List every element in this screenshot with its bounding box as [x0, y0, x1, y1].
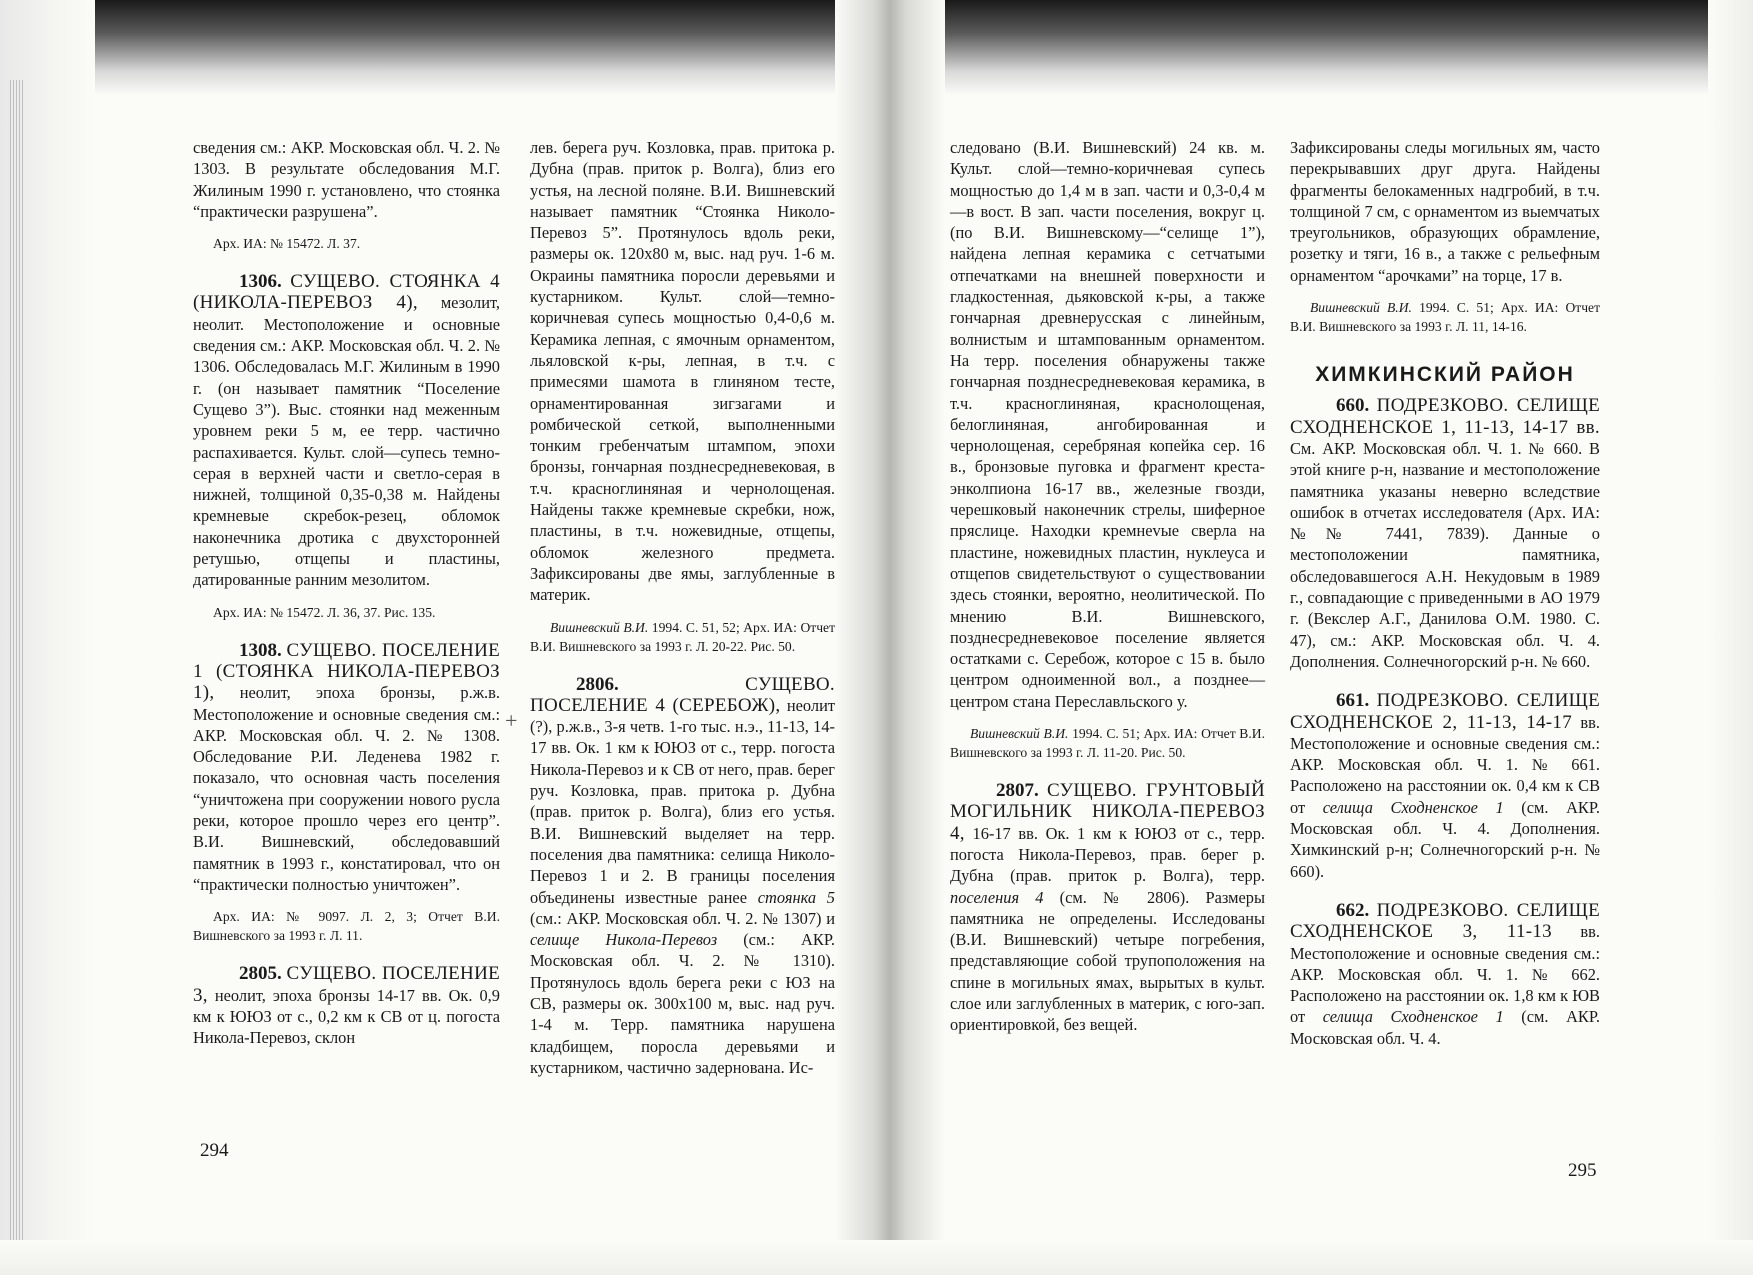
ref-author: Вишневский В.И.: [970, 726, 1069, 742]
bibliographic-reference: [950, 724, 1265, 762]
entry-1308: [193, 640, 500, 896]
entry-italic: поселения 4: [950, 887, 1044, 907]
bibliographic-reference: [530, 618, 835, 656]
entry-heading: СУЩЕВО. ГРУНТОВЫЙ МОГИЛЬНИК НИКОЛА-ПЕРЕВОЗ 4,: [950, 780, 1265, 844]
entry-heading: СУЩЕВО. ПОСЕЛЕНИЕ 3,: [193, 963, 500, 1006]
ref-details: 1994. С. 51, 52; Арх. ИА: Отчет В.И. Вишневского за 1993 г. Л. 20-22. Рис. 50.: [530, 619, 836, 654]
entry-text: (см. № 2806). Размеры памятника не определены. Исследованы (В.И. Вишневский) четыре погребения, представляющие собой трупоположения на спине в могильных ямах, вырытых в культ. слое или заглубленных в материк, с юго-зап. ориентировкой, без вещей.: [950, 887, 1265, 1035]
book-right-edge: [1708, 0, 1753, 1275]
entry-text: (см. АКР. Московская обл. Ч. 4.: [1290, 1007, 1601, 1048]
archive-reference: Арх. ИА: № 15472. Л. 36, 37. Рис. 135.: [213, 604, 436, 620]
district-heading: ХИМКИНСКИЙ РАЙОН: [1315, 363, 1575, 387]
page-number-left: 294: [200, 1140, 229, 1161]
entry-number: 662.: [1336, 899, 1370, 921]
continued-text: сведения см.: АКР. Московская обл. Ч. 2. № 1303. В результате обследования М.Г. Жилиным 1990 г. установлено, что стоянка “практически разрушена”.: [193, 138, 500, 221]
entry-number: 2807.: [996, 780, 1039, 802]
ref-author: Вишневский В.И.: [1310, 300, 1412, 316]
entry-heading: ПОДРЕЗКОВО. СЕЛИЩЕ СХОДНЕНСКОЕ 1, 11-13, 14-17 вв.: [1290, 395, 1600, 438]
entry-heading: ПОДРЕЗКОВО. СЕЛИЩЕ СХОДНЕНСКОЕ 2, 11-13, 14-17: [1290, 690, 1600, 733]
ref-author: Вишневский В.И.: [550, 619, 649, 635]
entry-662: [1290, 900, 1600, 1049]
book-gutter: [835, 0, 945, 1275]
entry-heading: СУЩЕВО. ПОСЕЛЕНИЕ 4 (СЕРЕБОЖ),: [530, 673, 835, 716]
crosshair-mark: +: [505, 708, 518, 733]
entry-text: неолит (?), р.ж.в., 3-я четв. 1-го тыс. н.э., 11-13, 14-17 вв. Ок. 1 км к ЮЮЗ от с., терр. погоста Никола-Перевоз и к СВ от него, прав. берег руч. Козловка, прав. притока р. Дубна (прав. приток р. Волга), близ его устья. В.И. Вишневский выделяет на терр. поселения два памятника: селища Николо-Перевоз 1 и 2. В границы поселения объединены известные ранее: [530, 695, 835, 907]
page-number-right: 295: [1568, 1160, 1597, 1181]
entry-660: [1290, 395, 1600, 672]
entry-text: неолит, эпоха бронзы 14-17 вв. Ок. 0,9 км к ЮЮЗ от с., 0,2 км к СВ от ц. погоста Никола-Перевоз, склон: [193, 985, 500, 1048]
entry-2806: [530, 674, 835, 1079]
ref-details: 1994. С. 51; Арх. ИА: Отчет В.И. Вишневского за 1993 г. Л. 11-20. Рис. 50.: [950, 726, 1265, 761]
entry-heading: СУЩЕВО. СТОЯНКА 4 (НИКОЛА-ПЕРЕВОЗ 4),: [193, 271, 500, 314]
entry-italic: селище Никола-Перевоз: [530, 930, 718, 950]
left-page-column-1: [193, 137, 500, 1048]
archive-reference: Арх. ИА: № 9097. Л. 2, 3; Отчет В.И. Вишневского за 1993 г. Л. 11.: [193, 909, 500, 944]
entry-text: вв. Местоположение и основные сведения см.: АКР. Московская обл. Ч. 1. № 662. Расположено на расстоянии ок. 1,8 км к ЮВ от: [1290, 922, 1600, 1027]
entry-text: (см.: АКР. Московская обл. Ч. 2. № 1310). Протянулось вдоль берега реки с ЮЗ на СВ, размеры ок. 300х100 м, выс. над руч. 1-4 м. Терр. памятника нарушена кладбищем, поросла деревьями и кустарником, частично задернована. Ис-: [530, 930, 835, 1077]
entry-text: неолит, эпоха бронзы, р.ж.в. Местоположение и основные сведения см.: АКР. Московская обл. Ч. 2. № 1308. Обследование Р.И. Леденева 1982 г. показало, что основная часть поселения “уничтожена при сооружении нового русла реки, которое прошло через его центр”. В.И. Вишневский, обследовавший памятник в 1993 г., констатировал, что он “практически полностью уничтожен”.: [193, 683, 500, 894]
entry-number: 1306.: [239, 271, 282, 293]
book-bottom-edge: [0, 1240, 1753, 1275]
archive-reference: Арх. ИА: № 15472. Л. 37.: [213, 236, 361, 252]
right-page-column-2: [1290, 137, 1600, 1049]
entry-number: 2805.: [239, 963, 282, 985]
right-page-column-1: [950, 137, 1265, 1036]
left-page-column-2: [530, 137, 835, 1078]
continued-text: лев. берега руч. Козловка, прав. притока р. Дубна (прав. приток р. Волга), близ его устья, на лесной поляне. В.И. Вишневский называет памятник “Стоянка Николо-Перевоз 5”. Протянулось вдоль реки, размеры ок. 120х80 м, выс. над руч. 1-6 м. Окраины памятника поросли деревьями и кустарником. Культ. слой—темно-коричневая супесь мощностью 0,4-0,6 м. Керамика лепная, с ямочным орнаментом, льяловской к-ры, лепная, в т.ч. с примесями шамота в глиняном тесте, орнаментированная зигзагами и ромбической сеткой, выполненными тонким гребенчатым штампом, эпохи бронзы, гончарная позднесредневековая, в т.ч. красноглиняная и чернолощеная. Найдены также кремневые скребки, нож, пластины, в т.ч. ножевидные, отщепы, обломок железного предмета. Зафиксированы две ямы, заглубленные в материк.: [530, 138, 835, 605]
entry-text: (см. АКР. Московская обл. Ч. 4. Дополнения. Химкинский р-н; Солнечногорский р-н. № 660).: [1290, 797, 1601, 881]
book-left-edge: [0, 0, 95, 1275]
entry-1306: [193, 271, 500, 590]
entry-italic: селища Сходненское 1: [1322, 797, 1504, 817]
entry-number: 2806.: [576, 673, 619, 695]
entry-2807: [950, 780, 1265, 1036]
entry-number: 660.: [1336, 395, 1370, 417]
continued-text: следовано (В.И. Вишневский) 24 кв. м. Культ. слой—темно-коричневая супесь мощностью до 1,4 м в зап. части и 0,3-0,4 м—в вост. В зап. части поселения, вокруг ц. (по В.И. Вишневскому—“селище 1”), найдена лепная керамика с сетчатыми отпечатками на внешней поверхности и гладкостенная, дьяковской к-ры, а также гончарная древнерусская с линейным, волнистым и штампованным орнаментом. На терр. поселения обнаружены также гончарная позднесредневековая керамика, в т.ч. красноглиняная, краснолощеная, белоглиняная, ангобированная и чернолощеная, серебряная копейка сер. 16 в., бронзовые пуговка и фрагмент креста-энколпиона 16-17 вв., железные гвозди, черешковый наконечник стрелы, шиферное пряслице. Находки кремнevые сверла на пластине, ножевидных пластин, нуклеуса и отщепов свидетельствуют о существовании здесь стоянки, вероятно, неолитической. По мнению В.И. Вишневского, позднесредневековое поселение является остатками с. Серебож, которое с 15 в. было центром одноименной вол., а позднее—центром стана Переславльского у.: [950, 138, 1265, 711]
entry-heading: ПОДРЕЗКОВО. СЕЛИЩЕ СХОДНЕНСКОЕ 3, 11-13: [1290, 899, 1600, 943]
entry-number: 661.: [1336, 690, 1370, 712]
entry-italic: стоянка 5: [757, 887, 835, 907]
entry-italic: селища Сходненское 1: [1322, 1007, 1504, 1027]
entry-text: (см.: АКР. Московская обл. Ч. 2. № 1307) и: [530, 908, 835, 928]
entry-heading: СУЩЕВО. ПОСЕЛЕНИЕ 1 (СТОЯНКА НИКОЛА-ПЕРЕВОЗ 1),: [193, 639, 500, 704]
continued-text: Зафиксированы следы могильных ям, часто перекрывавших друг друга. Найдены фрагменты белокаменных надгробий, в т.ч. толщиной 7 см, с орнаментом из выемчатых треугольников, образующих обрамление, розетку и тяги, 16 в., а также с рельефным орнаментом “арочками” на торце, 17 в.: [1290, 138, 1600, 285]
entry-661: [1290, 690, 1600, 882]
entry-text: См. АКР. Московская обл. Ч. 1. № 660. В этой книге р-н, название и местоположение памятника указаны неверно вследствие ошибок в отчетах исследователя (Арх. ИА: №№ 7441, 7839). Данные о местоположении памятника, обследовавшегося А.Н. Некудовым в 1989 г., совпадающие с приведенными в АО 1979 г. (Векслер А.Г., Данилова О.М. 1980. С. 47), см.: АКР. Московская обл. Ч. 4. Дополнения. Солнечногорский р-н. № 660.: [1290, 438, 1600, 671]
entry-2805: [193, 963, 500, 1048]
bibliographic-reference: [1290, 298, 1600, 336]
entry-text: 16-17 вв. Ок. 1 км к ЮЮЗ от с., терр. погоста Никола-Перевоз, прав. берег р. Дубна (прав. приток р. Волга), терр.: [950, 823, 1265, 886]
entry-number: 1308.: [239, 639, 282, 661]
entry-text: мезолит, неолит. Местоположение и основные сведения см.: АКР. Московская обл. Ч. 2. № 1306. Обследовалась М.Г. Жилиным в 1990 г. (он называет памятник “Поселение Сущево 3”). Выс. стоянки над меженным уровнем реки 5 м, ее терр. частично распахивается. Культ. слой—супесь темно-серая в верхней части и светло-серая в нижней, толщиной 0,35-0,38 м. Найдены кремневые скребок-резец, обломок наконечника дротика с двухсторонней ретушью, отщепы и пластины, датированные ранним мезолитом.: [193, 293, 500, 590]
ref-details: 1994. С. 51; Арх. ИА: Отчет В.И. Вишневского за 1993 г. Л. 11, 14-16.: [1290, 300, 1601, 335]
page-edges: [10, 80, 24, 1250]
entry-text: вв. Местоположение и основные сведения см.: АКР. Московская обл. Ч. 1. № 661. Расположено на расстоянии ок. 0,4 км к СВ от: [1290, 712, 1600, 817]
